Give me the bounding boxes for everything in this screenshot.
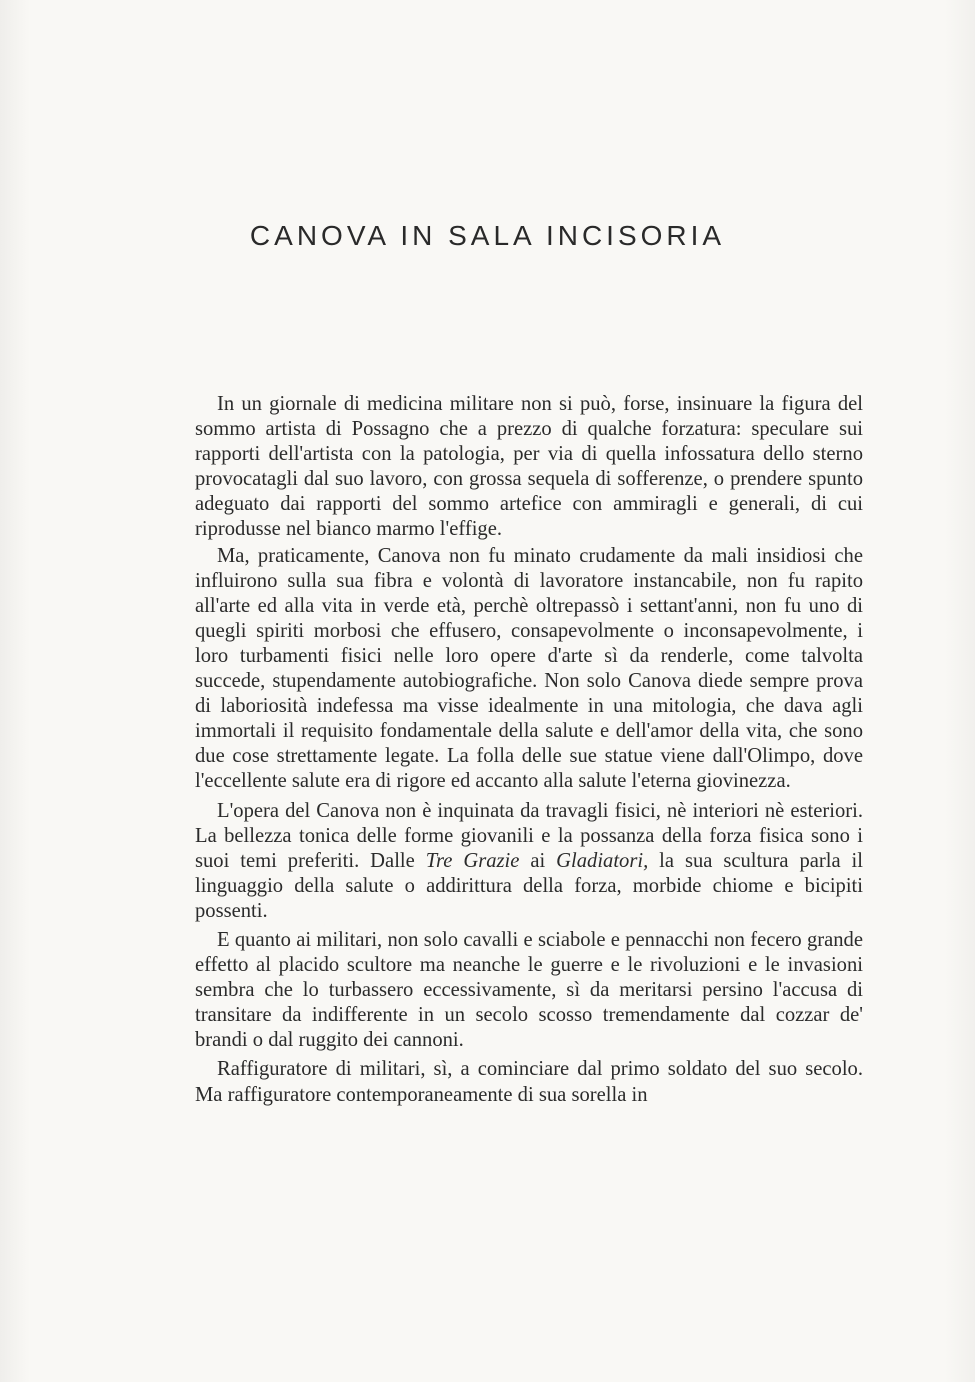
chapter-title: CANOVA IN SALA INCISORIA — [249, 220, 726, 251]
paragraph-3-text-middle: ai — [519, 849, 557, 872]
paragraph-3-italic-tre-grazie: Tre Grazie — [425, 849, 520, 872]
paragraph-3-text-before: L'opera del Canova non è inquinata da travagli fisici, nè interiori nè esteriori. La bellezza tonica delle forme giovanili e la possanza della forza fisica sono i suoi temi preferiti. Dalle — [195, 799, 863, 872]
paragraph-4: E quanto ai militari, non solo cavalli e sciabole e pennacchi non fecero grande effetto al placido scultore ma neanche le guerre e le rivoluzioni e le invasioni sembra che lo turbassero eccessivamente, sì da meritarsi persino l'accusa di transitare da indifferente in un secolo scosso tremendamente dal cozzar de' brandi o dal ruggito dei cannoni. — [195, 928, 863, 1052]
body-text — [195, 392, 863, 1108]
paragraph-5: Raffiguratore di militari, sì, a cominciare dal primo soldato del suo secolo. Ma raffiguratore contemporaneamente di sua sorella in — [195, 1058, 863, 1106]
paragraph-3 — [195, 799, 863, 924]
paragraph-3-text-after: la sua scultura parla il linguaggio della salute o addirittura della forza, morbide chiome e bicipiti possenti. — [195, 849, 863, 922]
paragraph-1: In un giornale di medicina militare non si può, forse, insinuare la figura del sommo artista di Possagno che a prezzo di qualche forzatura: speculare sui rapporti dell'artista con la patologia, per via di quella infossatura dello sterno provocatagli dal suo lavoro, con grossa sequela di sofferenze, o prendere spunto adeguato dai rapporti del sommo artefice con ammiragli e generali, di cui riprodusse nel bianco marmo l'effige. — [195, 393, 863, 541]
paragraph-2: Ma, praticamente, Canova non fu minato crudamente da mali insidiosi che influirono sulla sua fibra e volontà di lavoratore instancabile, non fu rapito all'arte ed alla vita in verde età, perchè oltrepassò i settant'anni, non fu uno di quegli spiriti morbosi che effusero, consapevolmente o inconsapevolmente, i loro turbamenti fisici nelle loro opere d'arte sì da renderle, come talvolta succede, stupendamente autobiografiche. Non solo Canova diede sempre prova di laboriosità indefessa ma visse idealmente in una mitologia, che dava agli immortali il requisito fondamentale della salute e dell'amor della vita, che sono due cose strettamente legate. La folla delle sue statue viene dall'Olimpo, dove l'eccellente salute era di rigore ed accanto alla salute l'eterna giovinezza. — [195, 544, 863, 793]
paragraph-3-italic-gladiatori: Gladiatori, — [556, 849, 649, 872]
